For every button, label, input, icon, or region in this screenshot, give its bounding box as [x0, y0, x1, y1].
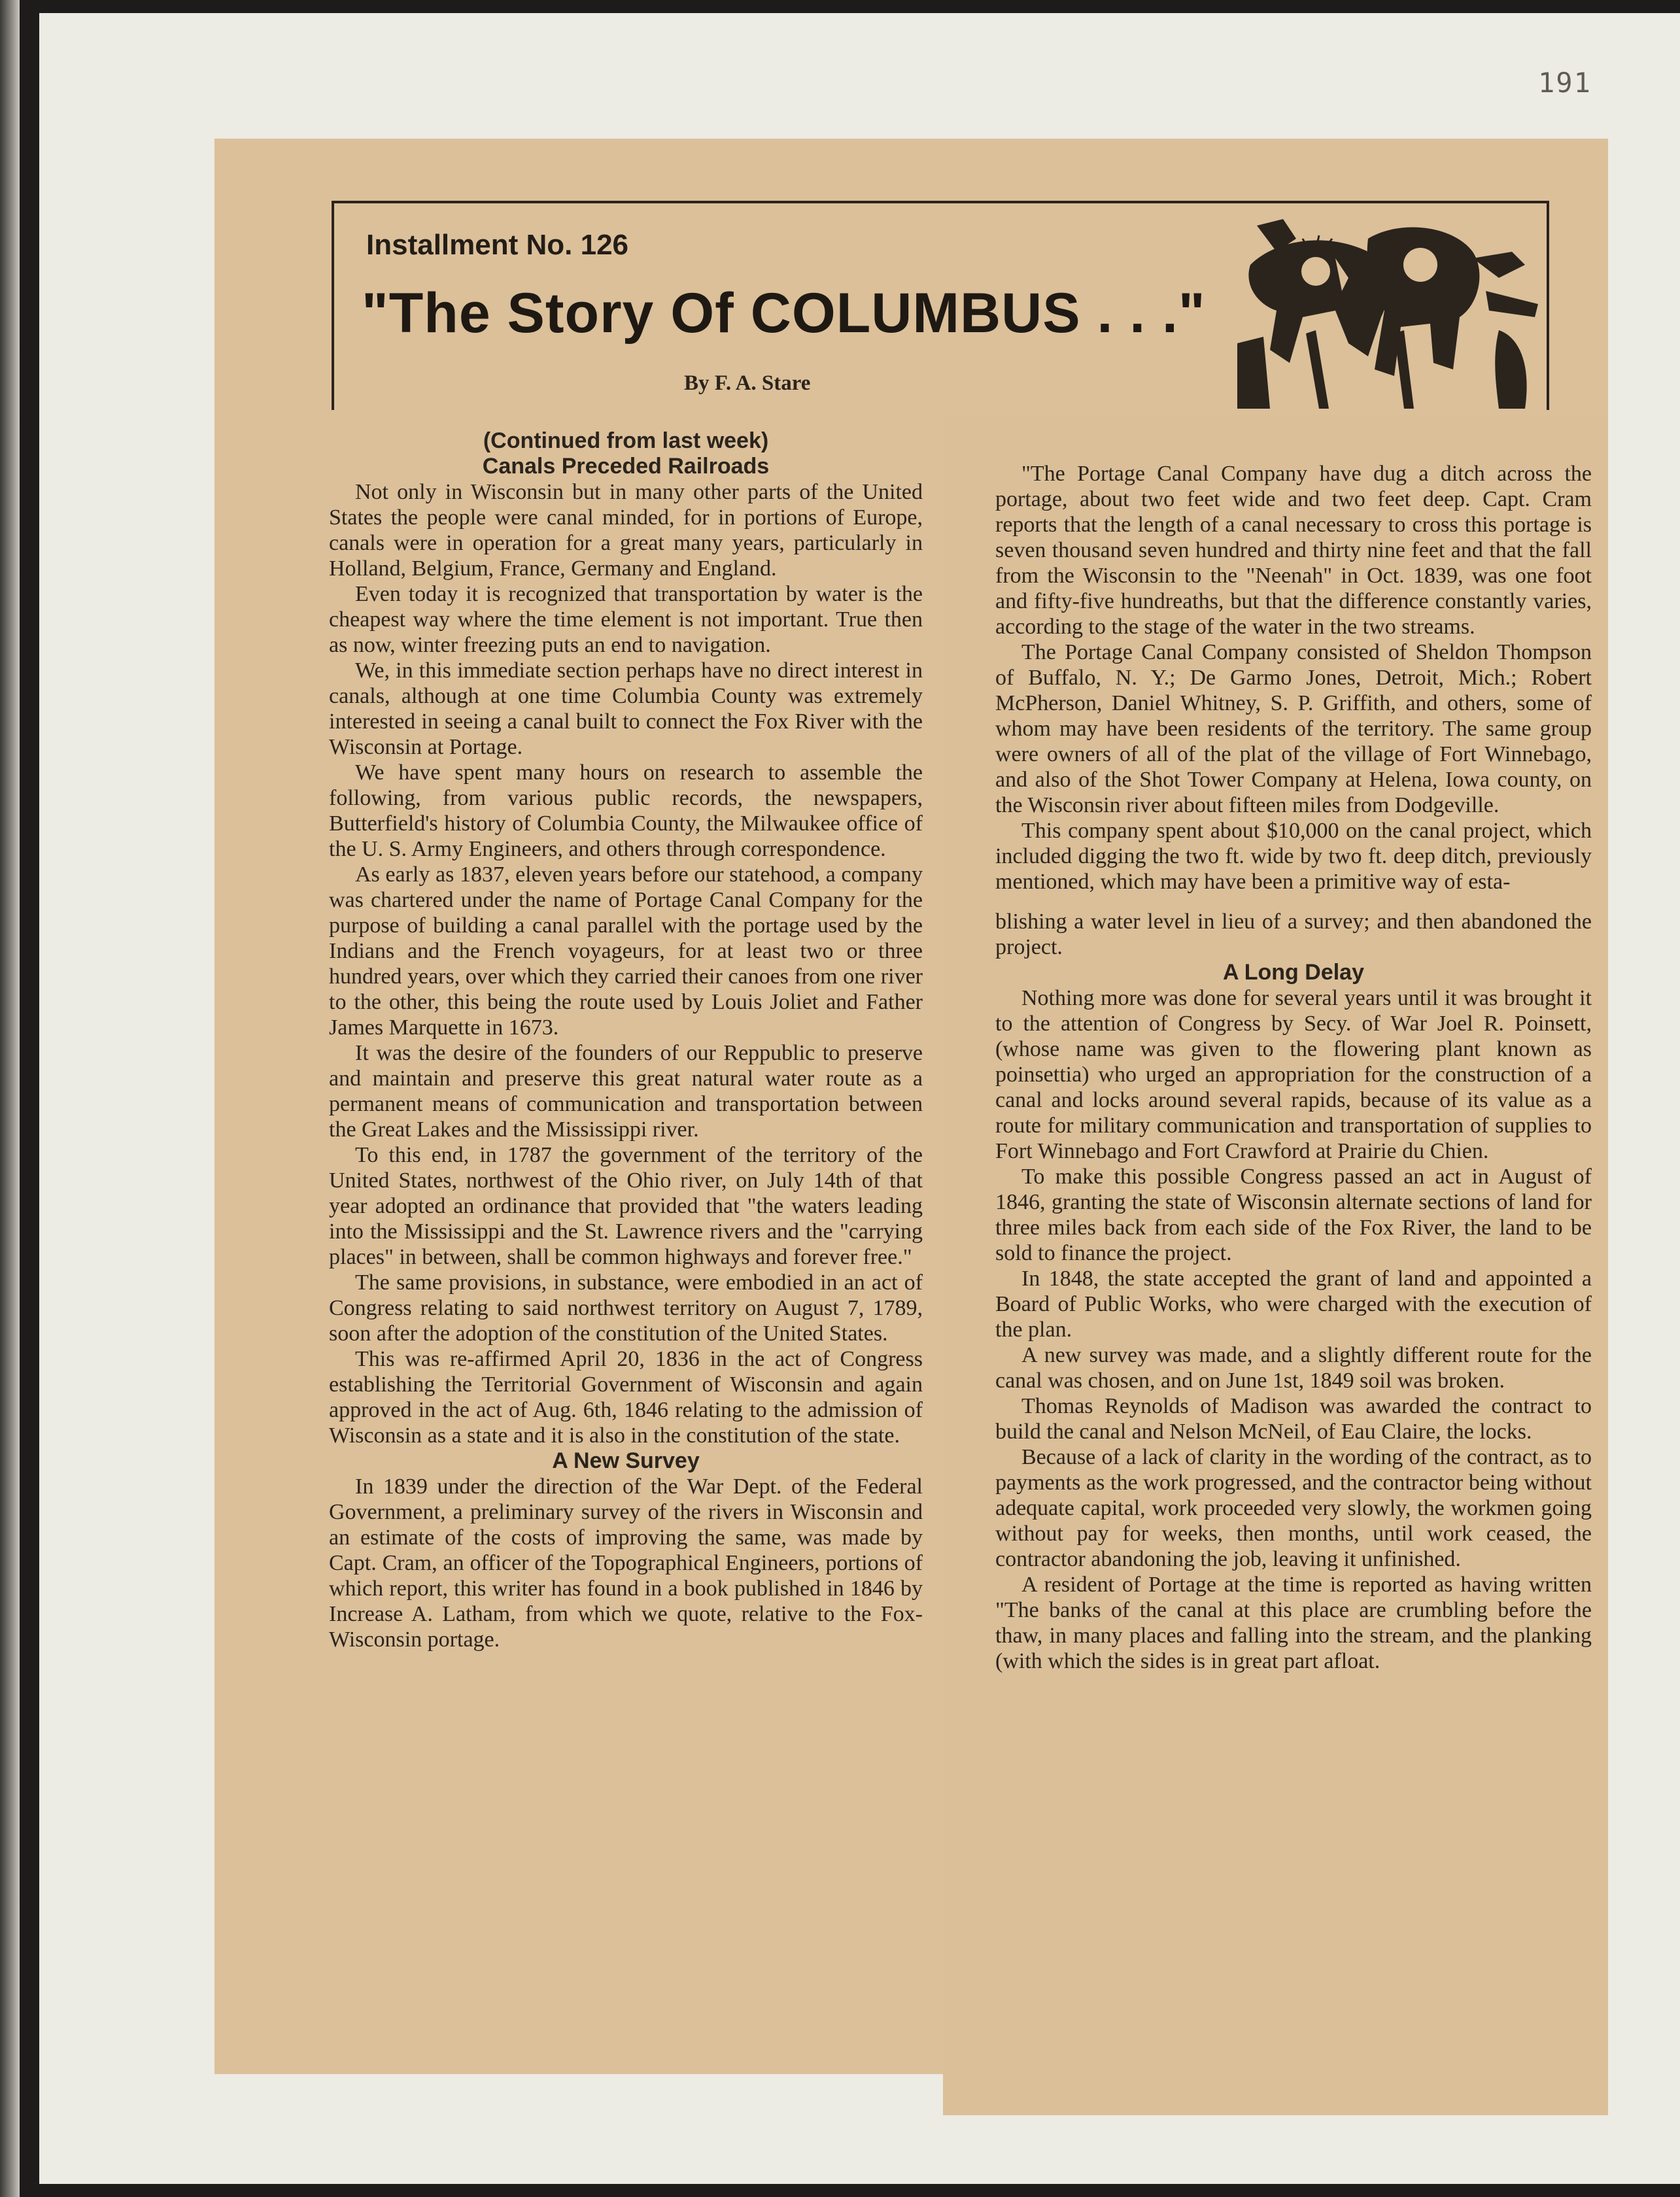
album-spine-edge [0, 0, 20, 2197]
article-right-column [995, 461, 1592, 1674]
paragraph: It was the desire of the founders of our Reppublic to preserve and maintain and preserve this great natural water route as a permanent means of communication and transportation between the Great Lakes and the Mississippi river. [329, 1041, 923, 1142]
article-left-column [329, 428, 923, 1652]
paragraph: Even today it is recognized that transportation by water is the cheapest way where the time element is not important. True then as now, winter freezing puts an end to navigation. [329, 582, 923, 657]
paragraph: In 1839 under the direction of the War Dept. of the Federal Government, a preliminary survey of the rivers in Wisconsin and an estimate of the costs of improving the same, was made by Capt. Cram, an officer of the Topographical Engineers, portions of which report, this writer has found in a book published in 1846 by Increase A. Latham, from which we quote, relative to the Fox-Wisconsin portage. [329, 1474, 923, 1652]
continued-note: (Continued from last week) [483, 428, 769, 453]
paragraph: This was re-affirmed April 20, 1836 in the act of Congress establishing the Territorial Government of Wisconsin and again approved in the act of Aug. 6th, 1846 relating to the admission of Wisconsin as a state and it is also in the constitution of the state. [329, 1347, 923, 1448]
subheading-a-long-delay: A Long Delay [1223, 960, 1364, 985]
paragraph: As early as 1837, eleven years before our statehood, a company was chartered under the name of Portage Canal Company for the purpose of building a canal parallel with the portage used by the Indians and the French voyageurs, for at least two or three hundred years, over which they carried their canoes from one river to the other, this being the route used by Louis Joliet and Father James Marquette in 1673. [329, 862, 923, 1040]
byline: By F. A. Stare [684, 371, 811, 395]
paragraph: Thomas Reynolds of Madison was awarded the contract to build the canal and Nelson McNeil, of Eau Claire, the locks. [995, 1394, 1592, 1444]
paragraph: A new survey was made, and a slightly different route for the canal was chosen, and on June 1st, 1849 soil was broken. [995, 1343, 1592, 1393]
paragraph: Not only in Wisconsin but in many other parts of the United States the people were canal minded, for in portions of Europe, canals were in operation for a great many years, particularly in Holland, Belgium, France, Germany and England. [329, 480, 923, 581]
article-title: "The Story Of COLUMBUS . . ." [362, 282, 1206, 345]
subheading-a-new-survey: A New Survey [552, 1448, 700, 1473]
paragraph: A resident of Portage at the time is reported as having written "The banks of the canal at this place are crumbling before the thaw, in many places and falling into the stream, and the planking (with which the sides is in great part afloat. [995, 1573, 1592, 1673]
paragraph: We have spent many hours on research to assemble the following, from various public records, the newspapers, Butterfield's history of Columbia County, the Milwaukee office of the U. S. Army Engineers, and others through correspondence. [329, 760, 923, 861]
paragraph: The Portage Canal Company consisted of Sheldon Thompson of Buffalo, N. Y.; De Garmo Jones, Detroit, Mich.; Robert McPherson, Daniel Whitney, S. P. Griffith, and others, some of whom may have been residents of the territory. The same group were owners of all of the plat of the village of Fort Winnebago, and also of the Shot Tower Company at Helena, Iowa county, on the Wisconsin river about fifteen miles from Dodgeville. [995, 640, 1592, 817]
paragraph: This company spent about $10,000 on the canal project, which included digging the two ft. wide by two ft. deep ditch, previously mentioned, which may have been a primitive way of esta- [995, 819, 1592, 894]
paragraph: "The Portage Canal Company have dug a ditch across the portage, about two feet wide and two feet deep. Capt. Cram reports that the length of a canal necessary to cross this portage is seven thousand seven hundred and thirty nine feet and that the fall from the Wisconsin to the "Neenah" in Oct. 1839, was one foot and fifty-five hundreaths, but that the difference constantly varies, according to the stage of the water in the two streams. [995, 462, 1592, 639]
subheading-canals-preceded-railroads: Canals Preceded Railroads [482, 454, 770, 479]
paragraph: Nothing more was done for several years until it was brought it to the attention of Congress by Secy. of War Joel R. Poinsett, (whose name was given to the flowering plant known as poinsettia) who urged an appropriation for the construction of a canal and locks around several rapids, because of its value as a route for military communication and transportation of supplies to Fort Winnebago and Fort Crawford at Prairie du Chien. [995, 986, 1592, 1163]
paragraph: We, in this immediate section perhaps have no direct interest in canals, although at one time Columbia County was extremely interested in seeing a canal built to connect the Fox River with the Wisconsin at Portage. [329, 658, 923, 759]
paragraph: In 1848, the state accepted the grant of land and appointed a Board of Public Works, who were charged with the execution of the plan. [995, 1267, 1592, 1342]
paragraph: Because of a lack of clarity in the wording of the contract, as to payments as the work progressed, and the contractor being without adequate capital, work proceeded very slowly, the workmen going without pay for weeks, then months, until work ceased, the contractor abandoning the job, leaving it unfinished. [995, 1445, 1592, 1571]
paragraph: The same provisions, in substance, were embodied in an act of Congress relating to said northwest territory on August 7, 1789, soon after the adoption of the constitution of the United States. [329, 1270, 923, 1346]
paragraph: To make this possible Congress passed an act in August of 1846, granting the state of Wisconsin alternate sections of land for three miles back from each side of the Fox River, the land to be sold to finance the project. [995, 1165, 1592, 1265]
paragraph: To this end, in 1787 the government of the territory of the United States, northwest of the Ohio river, on July 14th of that year adopted an ordinance that provided that "the waters leading into the Mississippi and the St. Lawrence rivers and the "carrying places" in between, shall be common highways and forever free." [329, 1143, 923, 1269]
paragraph-continuation: blishing a water level in lieu of a survey; and then abandoned the project. [995, 910, 1592, 959]
pioneer-oxen-illustration [1237, 213, 1539, 409]
page-number: 191 [1538, 67, 1592, 99]
installment-label: Installment No. 126 [366, 229, 629, 261]
